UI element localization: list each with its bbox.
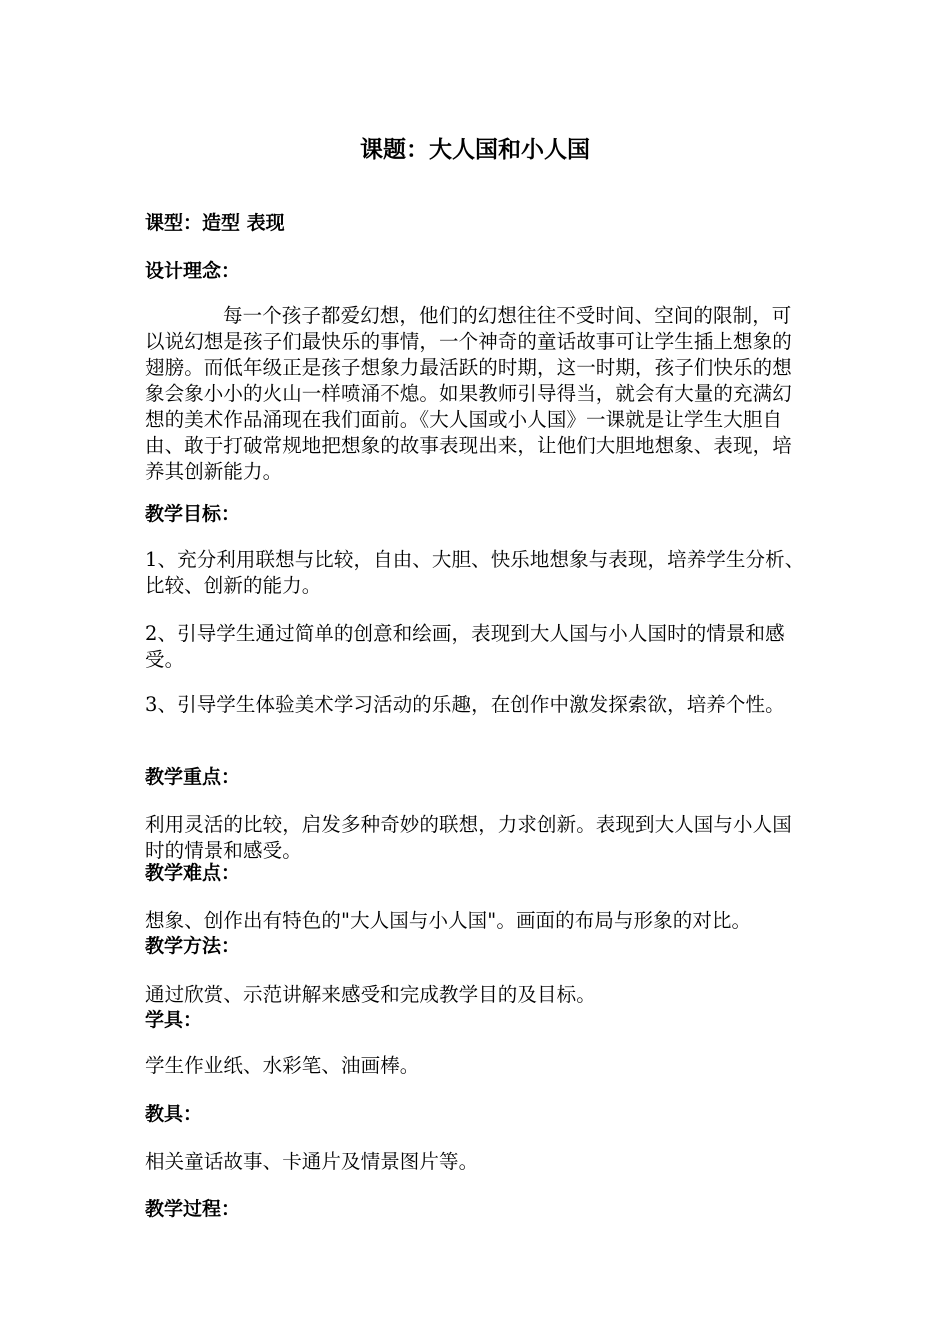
difficulties-heading: 教学难点：	[145, 862, 241, 884]
key-points-heading: 教学重点：	[145, 766, 241, 788]
design-heading: 设计理念：	[145, 260, 241, 282]
process-heading: 教学过程：	[145, 1198, 241, 1220]
difficulties-text: 想象、创作出有特色的"大人国与小人国"。画面的布局与形象的对比。	[145, 909, 752, 932]
teacher-tools-heading: 教具：	[145, 1103, 203, 1125]
student-tools-text: 学生作业纸、水彩笔、油画棒。	[145, 1054, 420, 1077]
student-tools-heading: 学具：	[145, 1009, 203, 1031]
objective-item-2: 2、引导学生通过简单的创意和绘画，表现到大人国与小人国时的情景和感受。	[145, 622, 785, 671]
methods-text: 通过欣赏、示范讲解来感受和完成教学目的及目标。	[145, 983, 596, 1006]
objective-item-3: 3、引导学生体验美术学习活动的乐趣，在创作中激发探索欲，培养个性。	[145, 693, 785, 716]
lesson-title: 课题：大人国和小人国	[360, 137, 590, 163]
course-type: 课型：造型 表现	[145, 212, 285, 234]
teacher-tools-text: 相关童话故事、卡通片及情景图片等。	[145, 1150, 479, 1173]
key-points-text: 利用灵活的比较，启发多种奇妙的联想，力求创新。表现到大人国与小人国时的情景和感受。	[145, 813, 792, 862]
design-paragraph: 每一个孩子都爱幻想，他们的幻想往往不受时间、空间的限制，可以说幻想是孩子们最快乐的事情，一个神奇的童话故事可让学生插上想象的翅膀。而低年级正是孩子想象力最活跃的时期，这一时期，孩子们快乐的想象会象小小的火山一样喷涌不熄。如果教师引导得当，就会有大量的充满幻想的美术作品涌现在我们面前。《大人国或小人国》一课就是让学生大胆自由、敢于打破常规地把想象的故事表现出来，让他们大胆地想象、表现，培养其创新能力。	[145, 304, 792, 483]
objective-item-1: 1、充分利用联想与比较，自由、大胆、快乐地想象与表现，培养学生分析、比较、创新的能力。	[145, 548, 805, 597]
objectives-heading: 教学目标：	[145, 503, 241, 525]
methods-heading: 教学方法：	[145, 935, 241, 957]
